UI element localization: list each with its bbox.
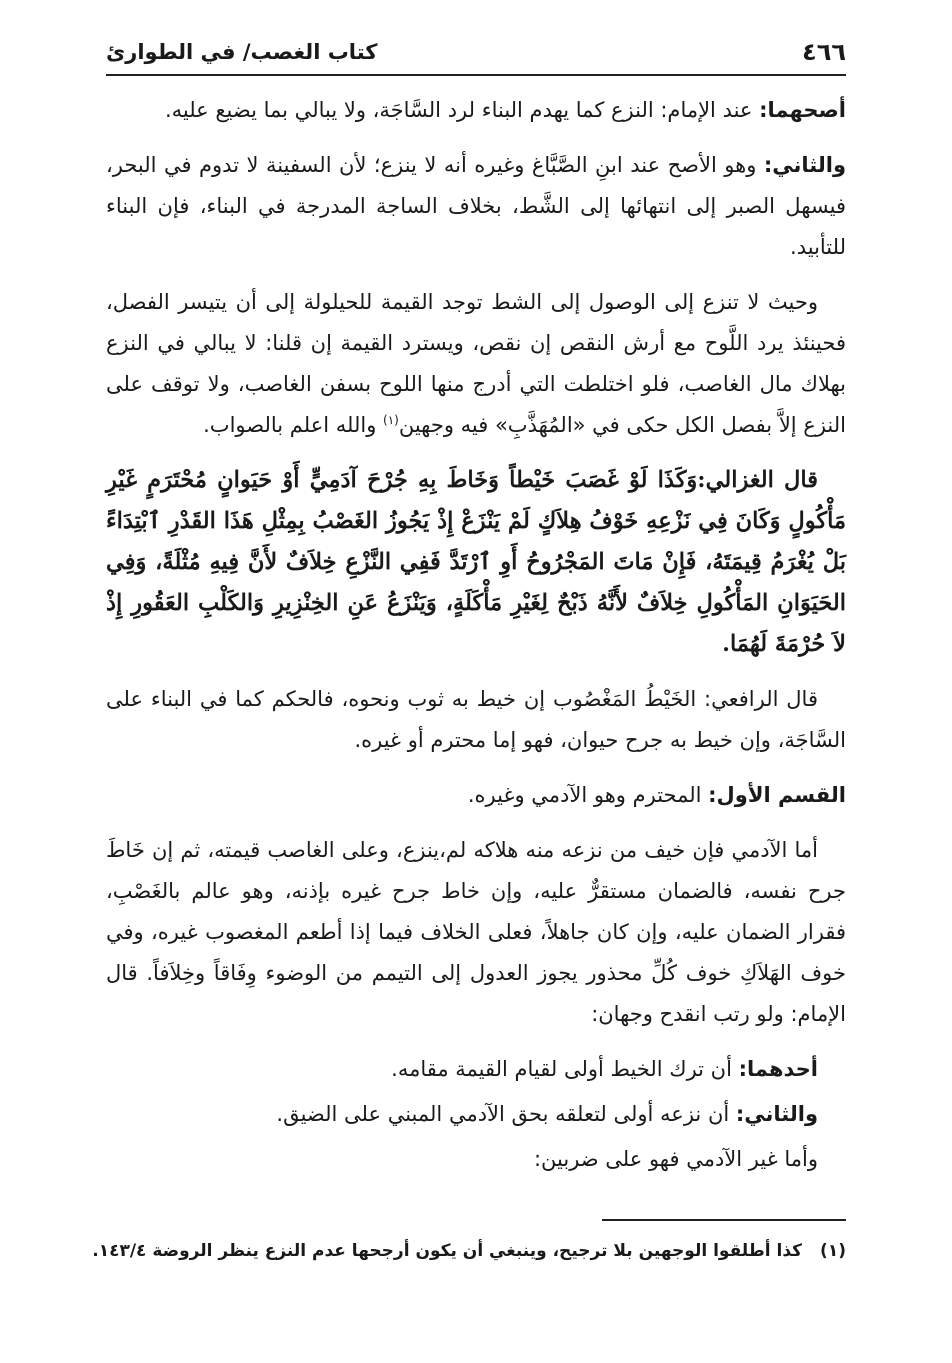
paragraph-text: أما الآدمي فإن خيف من نزعه منه هلاكه لم،ينزع، وعلى الغاصب قيمته، ثم إن خَاطَ جرح نفسه، فالضمان مستقرٌّ عليه، وإن خاط جرح غيره بإذنه، وهو عالم بالغَصْبِ، فقرار الضمان عليه، وإن كان جاهلاً، فعلى الخلاف فيما إذا أطعم المغصوب غيره، وفي خوف الهَلاَكِ خوف كُلِّ محذور يجوز العدول إلى التيمم من الوضوء وِفَاقاً وخِلاَفاً. قال الإمام: ولو رتب انقدح وجهان: [106,838,846,1026]
footnote-reference[interactable]: (١) [383,413,399,427]
paragraph-lead: والثاني: [735,1102,818,1126]
paragraph-asahhuma [106,90,846,131]
paragraph-first-view [106,1049,846,1090]
paragraph-text: وأما غير الآدمي فهو على ضربين: [533,1147,818,1171]
paragraph-second-opinion [106,145,846,268]
page-header [106,34,846,76]
paragraph-text: وحيث لا تنزع إلى الوصول إلى الشط توجد القيمة للحيلولة إلى أن يتيسر الفصل، فحينئذ يرد اللَّوح مع أرش النقص إن نقص، ويسترد القيمة إن قلنا: لا يبالي في النزع بهلاك مال الغاصب، فلو اختلطت التي أدرج منها اللوح بسفن الغاصب، ولا توقف على النزع إلاَّ بفصل الكل حكى في «المُهَذَّبِ» فيه وجهين [106,290,846,437]
footnote-divider [602,1219,846,1221]
paragraph-text: أن نزعه أولى لتعلقه بحق الآدمي المبني على الضيق. [276,1102,736,1126]
paragraph-text: أن ترك الخيط أولى لقيام القيمة مقامه. [391,1057,739,1081]
paragraph-text: وهو الأصح عند ابنِ الصَّبَّاغ وغيره أنه لا ينزع؛ لأن السفينة لا تدوم في البحر، فيسهل الصبر إلى انتهائها إلى الشَّط، بخلاف الساجة المدرجة في البناء، فإن البناء للتأبيد. [106,153,846,259]
running-title: كتاب الغصب/ في الطوارئ [106,40,378,64]
footnote-text: كذا أطلقوا الوجهين بلا ترجيح، وينبغي أن يكون أرجحها عدم النزع ينظر الروضة ١٤٣/٤. [92,1241,803,1261]
page-number: ٤٦٦ [802,38,846,66]
paragraph-non-human [106,1139,846,1180]
paragraph-lead: قال الغزالي: [697,467,818,493]
paragraph-first-section [106,775,846,816]
paragraph-lead: أحدهما: [738,1057,818,1081]
paragraph-second-view [106,1094,846,1135]
paragraph-human-case [106,830,846,1035]
paragraph-removal-valuation [106,282,846,446]
paragraph-text: عند الإمام: النزع كما يهدم البناء لرد السَّاجَة، ولا يبالي بما يضيع عليه. [164,98,760,122]
paragraph-rafii-comment [106,679,846,761]
paragraph-ghazali-quote [106,460,846,665]
footnote-number: (١) [820,1241,846,1261]
paragraph-lead: القسم الأول: [708,783,846,807]
paragraph-text: الخَيْطُ المَغْصُوب إن خيط به ثوب ونحوه، فالحكم كما في البناء على السَّاجَة، وإن خيط به جرح حيوان، فهو إما محترم أو غيره. [106,687,846,752]
page-body [106,90,846,1184]
paragraph-text-tail: والله اعلم بالصواب. [203,413,384,437]
paragraph-lead: أصحهما: [759,98,846,122]
paragraph-text: المحترم وهو الآدمي وغيره. [467,783,709,807]
paragraph-text: وَكَذَا لَوْ غَصَبَ خَيْطاً وَخَاطَ بِهِ جُرْحَ آدَمِيٍّ أَوْ حَيَوانٍ مُحْتَرَمٍ غَيْرِ مَأْكُولٍ وَكَانَ فِي نَزْعِهِ خَوْفُ هِلاَكٍ لَمْ يَنْزَعْ إِذْ يَجُوزُ الغَصْبُ بِمِثْلِ هَذَا القَدْرِ ٱبْتِدَاءً بَلْ يُغْرَمُ قِيمَتَهُ، فَإِنْ مَاتَ المَجْرُوحُ أَوِ ٱرْتَدَّ فَفِي النَّزْعِ خِلاَفٌ لأَنَّ فِيهِ مُثْلَةً، وَفِي الحَيَوَانِ المَأْكُولِ خِلاَفٌ لأَنَّهُ ذَبْحٌ لِغَيْرِ مَأْكَلَةٍ، وَيَنْزَعُ عَنِ الخِنْزِيرِ وَالكَلْبِ العَقُورِ إِذْ لاَ حُرْمَةَ لَهُمَا. [106,467,846,657]
footnote [92,1238,846,1264]
paragraph-lead: والثاني: [763,153,846,177]
paragraph-lead: قال الرافعي: [704,687,818,711]
